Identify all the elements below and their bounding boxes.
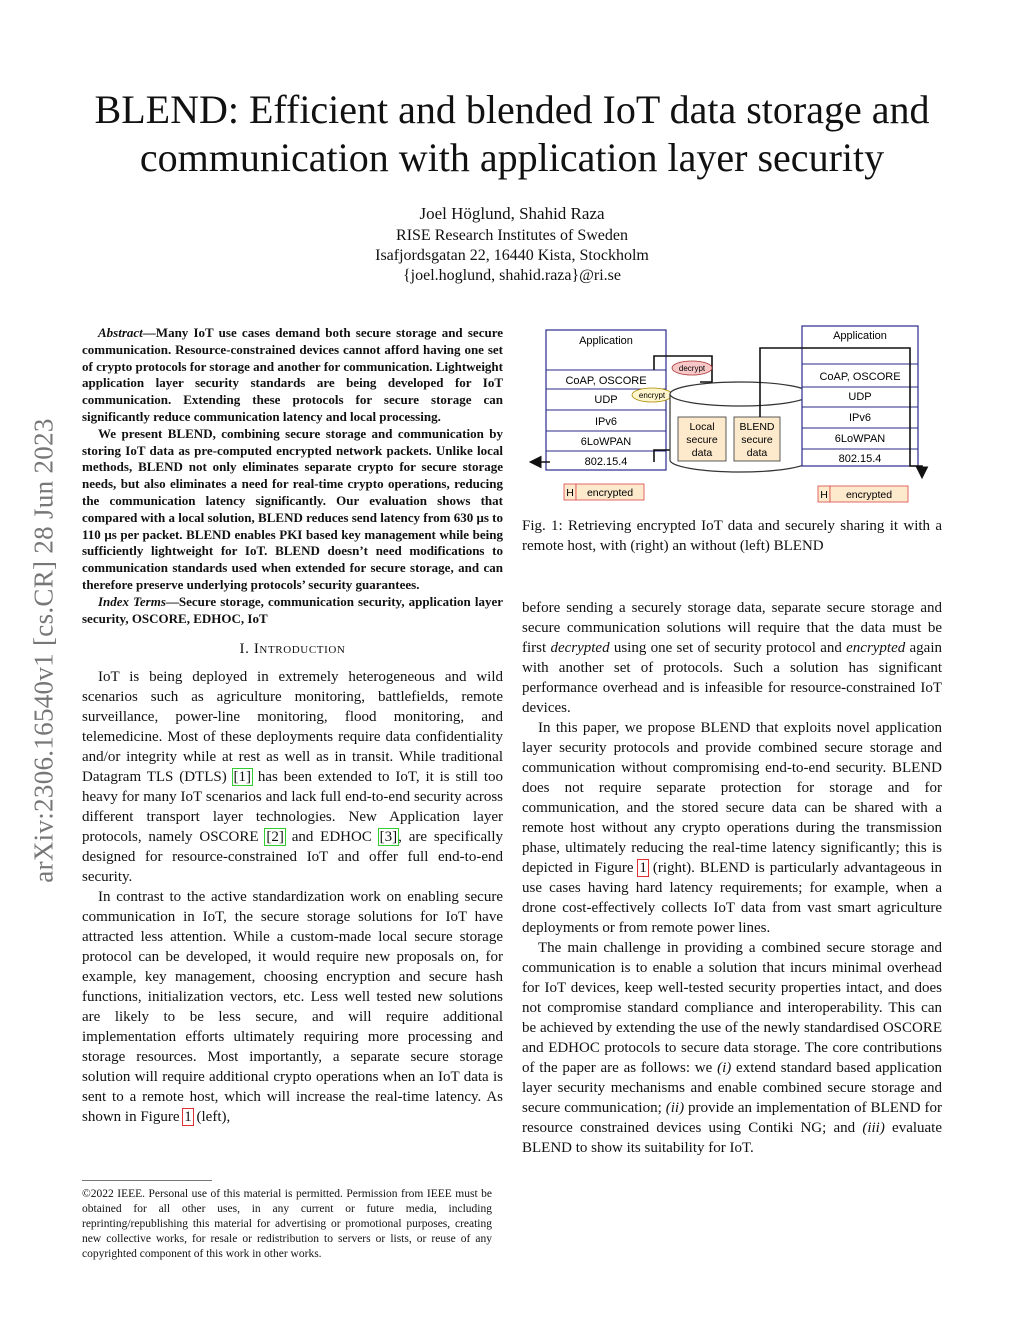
blend-secure-data-box [734,417,780,461]
intro-paragraph-1 [82,667,503,887]
right-coap-label: CoAP, OSCORE [819,371,901,383]
intro-paragraph-2 [82,887,503,1127]
local-label-1: Local [689,421,715,433]
local-label-2: secure [686,434,718,446]
contribution-2-marker: (ii) [665,1100,685,1116]
left-802-label: 802.15.4 [584,456,628,468]
right-text: again with another set of protocols. Such a solution has significant performance overhead and is infeasible for resource-constrained IoT devices. [522,640,943,716]
arxiv-identifier-text: arXiv:2306.16540v1 [cs.CR] 28 Jun 2023 [28,417,59,883]
figure-link-1[interactable]: 1 [184,1109,192,1126]
intro-text: In contrast to the active standardization work on enabling secure communication in IoT, the secure storage solutions for IoT have attracted less attention. While a custom-made local secure storage protocol can be developed, it would require new proposals on, for example, key management, choosing encryption and secure hash functions, initialization vectors, etc. Less well tested new solutions are likely to be less secure, and will require additional implementation efforts ultimately requiring more processing and storage resources. Most importantly, a separate secure storage solution will require additional crypto operations when an IoT data is sent to a remote host, which will increase the real-time latency. As shown in Figure [82,889,503,1126]
title-line-2: communication with application layer security [139,135,885,180]
left-packet-payload: encrypted [586,487,634,499]
right-packet [818,486,908,502]
abstract-text-2: We present BLEND, combining secure storage and communication by storing IoT data as pre-computed encrypted network packets. Unlike local methods, BLEND not only eliminates separate crypto for secure storage needs, but also eliminates a need for real-time crypto operations, reducing the communication latency significantly. Our evaluation shows that compared with a local solution, BLEND reduces send latency from 630 μs to 110 μs per packet. BLEND enables PKI based key management while being sufficiently lightweight for IoT. BLEND doesn’t need modifications to communication standards used when extended for secure storage, and can therefore preserve underlying protocols’ security guarantees. [82,425,503,592]
decrypt-text: decrypt [678,364,706,373]
left-app-label: Application [579,335,633,347]
figure-1-diagram [522,320,942,510]
index-terms [82,594,503,628]
right-packet-payload: encrypted [845,489,893,501]
encrypt-oval [632,388,672,402]
right-text: (right). BLEND is particularly advantageous in use cases having hard latency requirements; for example, when a drone cost-effectively collects IoT data from vast smart agriculture deployments or from remote power lines. [522,860,942,936]
intro-text: (left), [192,1109,231,1126]
right-column [522,598,942,1158]
abstract-text-1: —Many IoT use cases demand both secure storage and secure communication. Resource-constrained devices cannot afford having one set of crypto protocols for storage and another for communication. Lightweight application layer security standards are being developed for IoT communication. Extending these protocols for secure storage can significantly reduce communication latency and local processing. [82,325,503,424]
abstract-paragraph-1 [82,325,503,426]
paper-title [60,86,964,182]
left-packet-header: H [566,487,574,499]
section-heading-text: I. Introduction [239,641,346,658]
right-ipv6-label: IPv6 [848,412,872,424]
right-text: The main challenge in providing a combined secure storage and communication is to enable a solution that incurs minimal overhead for IoT devices, keep well-tested security properties intact, and does not compromise standard compliance and interoperability. This can be achieved by extending the use of the newly standardised OSCORE and EDHOC protocols to secure data storage. The core contributions of the paper are as follows: we [522,940,942,1076]
intro-text: and EDHOC [284,829,379,846]
left-column [82,325,503,1127]
author-block [212,202,812,286]
citation-link-2[interactable]: [2] [266,829,284,846]
figure-1-caption: Fig. 1: Retrieving encrypted IoT data and securely sharing it with a remote host, with (right) an without (left) BLEND [522,518,942,554]
intro-text: IoT is being deployed in extremely heterogeneous and wild scenarios such as agriculture monitoring, battlefields, remote surveillance, power-line monitoring, flood monitoring, and telemedicine. Most of these deployments require data confidentiality and/or integrity while at rest as well as in transit. While traditional Datagram TLS (DTLS) [82,669,503,786]
title-line-1: BLEND: Efficient and blended IoT data storage and [94,87,930,132]
left-udp-label: UDP [594,394,618,406]
intro-text: has been extended to IoT, it is still too heavy for many IoT scenarios and lack full end-to-end security across different transport layer technologies. New Application layer protocols, namely OSCORE [82,769,503,846]
author-address: Isafjordsgatan 22, 16440 Kista, Stockholm [375,247,649,264]
right-emph-encrypted: encrypted [846,640,906,656]
right-app-label: Application [833,330,887,342]
decrypt-oval [672,361,712,375]
abstract [82,325,503,627]
index-terms-text: —Secure storage, communication security, application layer security, OSCORE, EDHOC, IoT [82,593,503,626]
right-packet-header: H [820,489,828,501]
right-protocol-stack [802,326,918,466]
left-6lowpan-label: 6LoWPAN [580,436,632,448]
right-udp-label: UDP [848,391,872,403]
section-heading-introduction [82,639,503,659]
author-names: Joel Höglund, Shahid Raza [419,204,605,223]
right-text: using one set of security protocol and [609,640,847,656]
abstract-paragraph-2 [82,426,503,594]
local-label-3: data [691,447,713,459]
blend-label-2: secure [741,434,773,446]
figure-link-2[interactable]: 1 [639,860,647,876]
right-text: In this paper, we propose BLEND that exploits novel application layer security protocols and provide combined secure storage and communication without compromising end-to-end security. BLEND does not require separate protection for storage and for communication, and the stored secure data can be shared with a remote host without any crypto operations during the transmission phase, ultimately reducing the real-time latency significantly; this is depicted in Figure [522,720,942,876]
right-text: evaluate BLEND to show its suitability for IoT. [522,1120,943,1156]
right-paragraph-3 [522,938,942,1158]
contribution-1-marker: (i) [717,1060,732,1076]
right-6lowpan-label: 6LoWPAN [834,433,886,445]
blend-label-3: data [746,447,768,459]
right-802-label: 802.15.4 [838,453,882,465]
right-paragraph-1 [522,598,942,718]
right-paragraph-2 [522,718,942,938]
right-text: provide an implementation of BLEND for resource constrained devices using Contiki NG; and [522,1100,942,1136]
blend-label-1: BLEND [739,421,775,433]
arxiv-identifier [22,360,66,940]
author-email: {joel.hoglund, shahid.raza}@ri.se [402,267,622,284]
left-coap-label: CoAP, OSCORE [565,375,647,387]
right-text: before sending a securely storage data, separate secure storage and secure communication solutions will require that the data must be first [522,600,942,656]
copyright-notice: ©2022 IEEE. Personal use of this material is permitted. Permission from IEEE must be obtained for all other uses, in any current or future media, including reprinting/republishing this material for advertising or promotional purposes, creating new collective works, for resale or redistribution to servers or lists, or reuse of any copyrighted component of this work in other works. [82,1188,492,1260]
left-packet [564,484,644,500]
left-ipv6-label: IPv6 [594,416,618,428]
footnote-rule [82,1180,212,1181]
author-affiliation: RISE Research Institutes of Sweden [396,227,628,244]
abstract-label: Abstract [98,325,143,340]
citation-link-1[interactable]: [1] [233,769,252,786]
right-text: extend standard based application layer security mechanisms and enable combined secure storage and secure communication; [522,1060,942,1116]
citation-link-3[interactable]: [3] [379,829,398,846]
contribution-3-marker: (iii) [862,1120,885,1136]
right-emph-decrypted: decrypted [550,640,610,656]
index-terms-label: Index Terms [98,593,166,609]
intro-text: , are specifically designed for resource-constrained IoT and offer full end-to-end security. [82,829,504,886]
local-secure-data-box [678,417,726,461]
figure-1 [522,320,942,510]
encrypt-text: encrypt [638,391,666,400]
